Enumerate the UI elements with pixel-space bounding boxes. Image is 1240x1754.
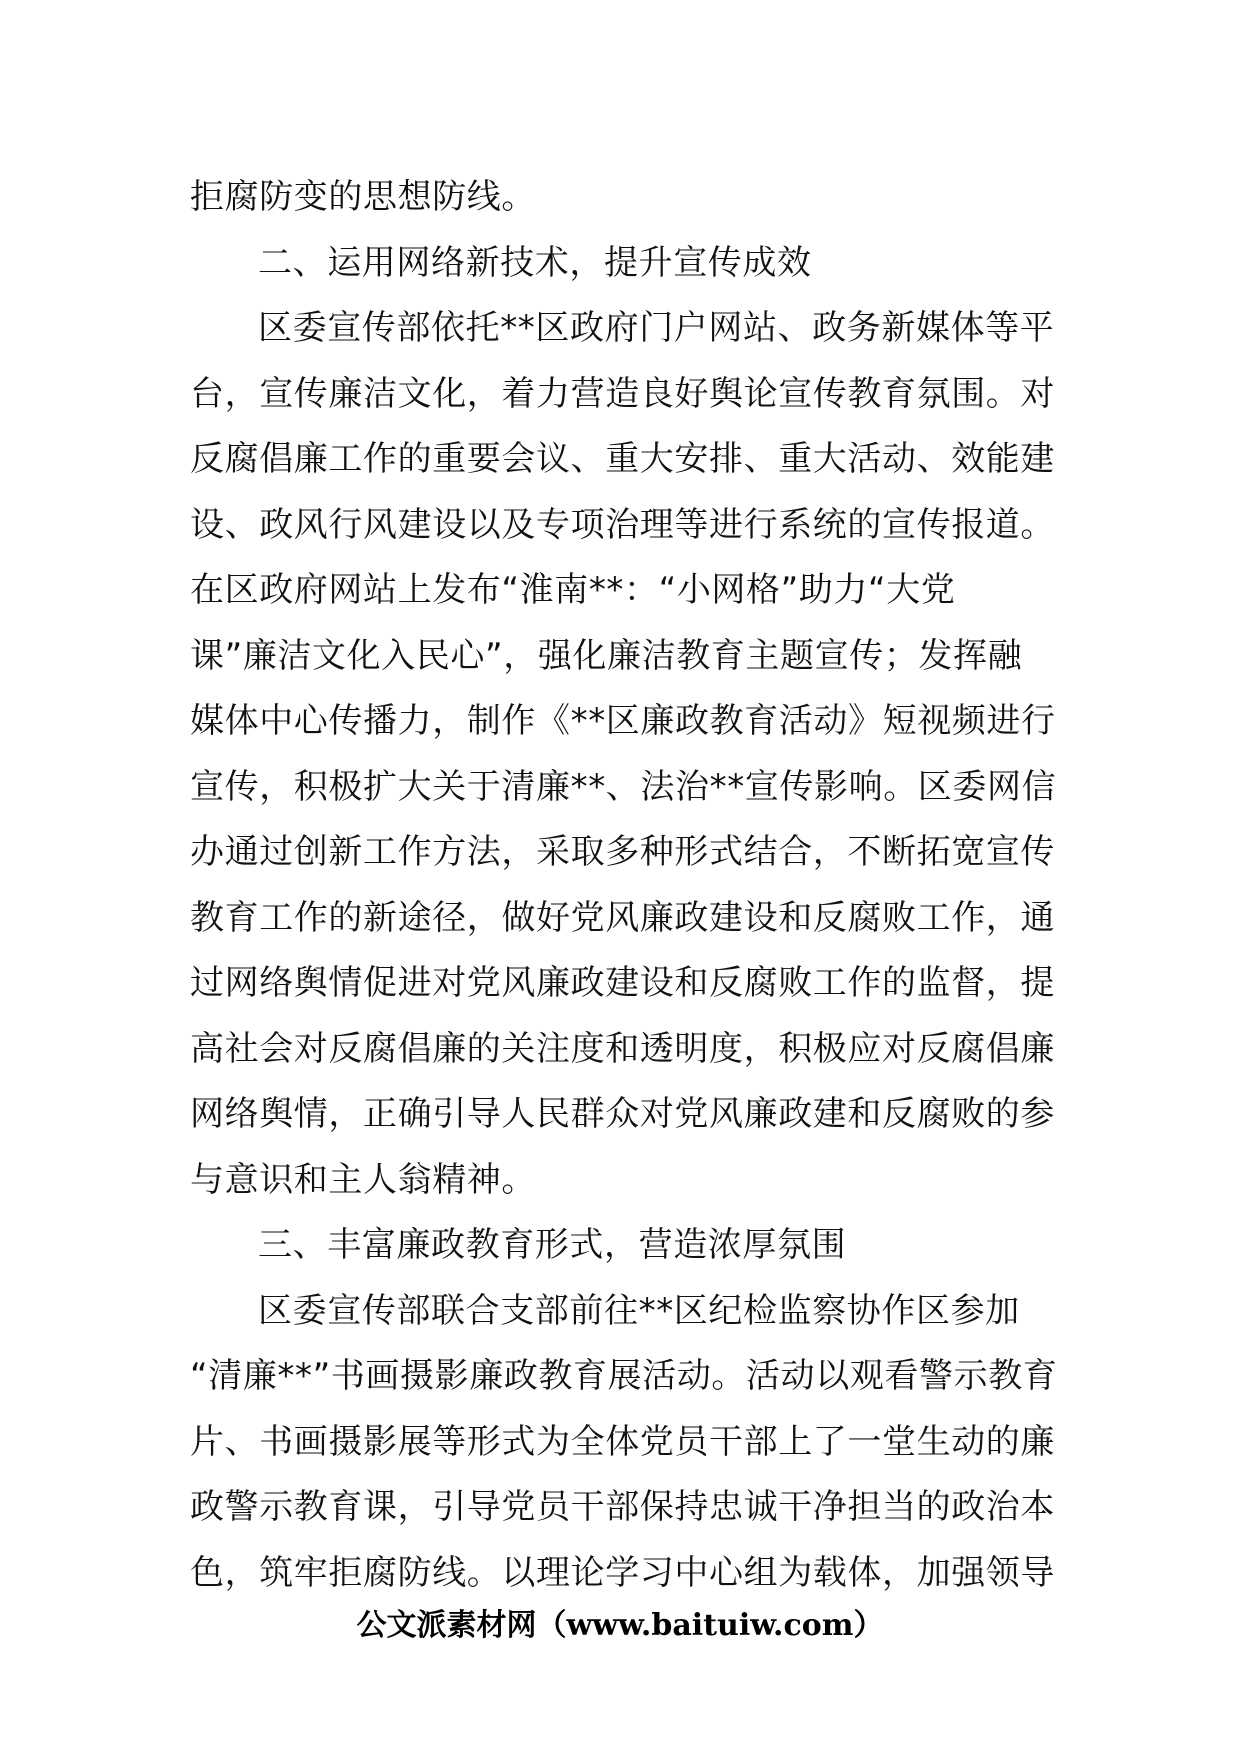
paragraph-line: 区委宣传部依托**区政府门户网站、政务新媒体等平 [258, 308, 1055, 348]
paragraph-line: 设、政风行风建设以及专项治理等进行系统的宣传报道。 [190, 504, 1055, 545]
paragraph-line: “清廉**”书画摄影廉政教育展活动。活动以观看警示教育 [190, 1356, 1058, 1396]
paragraph-line: 片、书画摄影展等形式为全体党员干部上了一堂生动的廉 [190, 1421, 1055, 1462]
paragraph-line: 课”廉洁文化入民心”，强化廉洁教育主题宣传；发挥融 [190, 635, 1023, 676]
paragraph-line: 在区政府网站上发布“淮南**：“小网格”助力“大党 [190, 570, 956, 610]
paragraph-line: 色，筑牢拒腐防线。以理论学习中心组为载体，加强领导 [190, 1552, 1055, 1593]
paragraph-line: 区委宣传部联合支部前往**区纪检监察协作区参加 [258, 1290, 1020, 1331]
paragraph-line: 台，宣传廉洁文化，着力营造良好舆论宣传教育氛围。对 [190, 373, 1055, 414]
document-body [190, 165, 1058, 1606]
paragraph-line: 网络舆情，正确引导人民群众对党风廉政建和反腐败的参 [190, 1094, 1055, 1134]
section-heading: 二、运用网络新技术，提升宣传成效 [258, 242, 812, 283]
paragraph-line: 宣传，积极扩大关于清廉**、法治**宣传影响。区委网信 [190, 766, 1057, 807]
paragraph-line: 媒体中心传播力，制作《**区廉政教育活动》短视频进行 [190, 701, 1056, 741]
paragraph-line: 拒腐防变的思想防线。 [190, 177, 536, 217]
paragraph-line: 高社会对反腐倡廉的关注度和透明度，积极应对反腐倡廉 [190, 1028, 1055, 1069]
footer-source-text: 公文派素材网（www.baituiw.com） [356, 1608, 884, 1643]
section-heading: 三、丰富廉政教育形式，营造浓厚氛围 [258, 1225, 847, 1265]
paragraph-line: 政警示教育课，引导党员干部保持忠诚干净担当的政治本 [190, 1487, 1055, 1527]
paragraph-line: 办通过创新工作方法，采取多种形式结合，不断拓宽宣传 [190, 832, 1055, 872]
paragraph-line: 反腐倡廉工作的重要会议、重大安排、重大活动、效能建 [190, 439, 1055, 479]
paragraph-line: 教育工作的新途径，做好党风廉政建设和反腐败工作，通 [190, 897, 1055, 938]
paragraph-line: 与意识和主人翁精神。 [190, 1159, 536, 1200]
paragraph-line: 过网络舆情促进对党风廉政建设和反腐败工作的监督，提 [190, 963, 1055, 1003]
